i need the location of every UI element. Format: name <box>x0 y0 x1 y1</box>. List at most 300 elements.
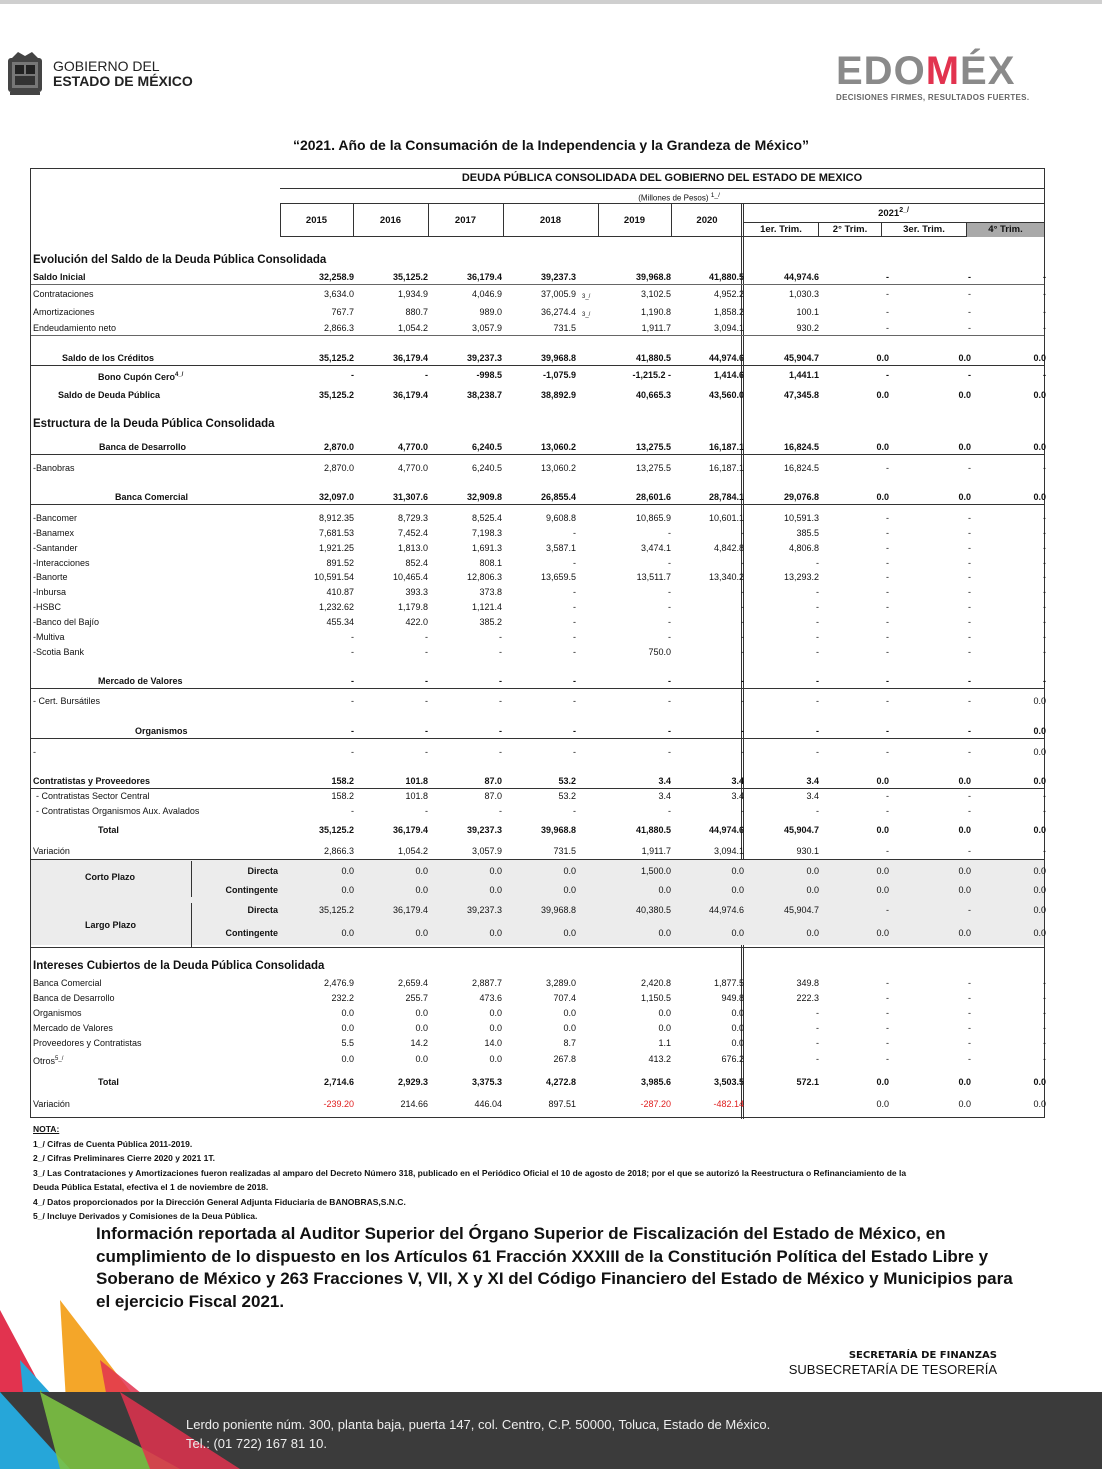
cell: 13,659.5 <box>540 572 576 582</box>
cell: 808.1 <box>479 558 502 568</box>
cell: - <box>1043 676 1046 686</box>
cell: - <box>968 323 971 333</box>
cell: - <box>968 676 971 686</box>
cell: 3,634.0 <box>323 289 354 299</box>
cell: 0.0 <box>876 353 889 363</box>
cell: 9,608.8 <box>545 513 576 523</box>
cell: 39,237.3 <box>540 272 576 282</box>
cell: - <box>668 558 671 568</box>
cell: 880.7 <box>405 307 428 317</box>
cell: 1,232.62 <box>318 602 354 612</box>
row-label: -Multiva <box>33 632 65 642</box>
table-row <box>31 306 1044 319</box>
cell: 1.1 <box>658 1038 671 1048</box>
cell: 393.3 <box>405 587 428 597</box>
cell: - <box>886 978 889 988</box>
cell: - <box>968 978 971 988</box>
cell: 41,880.5 <box>635 353 671 363</box>
cell: 0.0 <box>876 885 889 895</box>
cell: 0.0 <box>1033 885 1046 895</box>
cell: - <box>1043 543 1046 553</box>
cell: 39,237.3 <box>466 353 502 363</box>
cell: 0.0 <box>731 928 744 938</box>
cell: 1,813.0 <box>397 543 428 553</box>
cell: 0.0 <box>958 1099 971 1109</box>
table-row <box>31 369 1044 382</box>
table-subtitle: (Millones de Pesos) $^{1\_/}$ <box>638 192 720 203</box>
cell: 930.1 <box>796 846 819 856</box>
cell: 0.0 <box>876 1099 889 1109</box>
cell: 4,806.8 <box>788 543 819 553</box>
cell: - <box>573 647 576 657</box>
cell: - <box>1043 632 1046 642</box>
cell: - <box>351 370 354 380</box>
cell: 0.0 <box>415 1023 428 1033</box>
cell: - <box>968 632 971 642</box>
cell: - <box>1043 323 1046 333</box>
cell: 4,770.0 <box>397 442 428 452</box>
cell: - <box>886 323 889 333</box>
cell: 36,179.4 <box>466 272 502 282</box>
cell: 1,054.2 <box>397 846 428 856</box>
cell: 0.0 <box>958 1077 971 1087</box>
top-border <box>0 0 1102 4</box>
cell: 2,659.4 <box>397 978 428 988</box>
cell: 214.66 <box>400 1099 428 1109</box>
note-1: 1_/ Cifras de Cuenta Pública 2011-2019. <box>33 1138 193 1149</box>
cell: 4,842.8 <box>713 543 744 553</box>
signature-block <box>789 1349 997 1377</box>
row-label: -Santander <box>33 543 78 553</box>
cell: 31,307.6 <box>392 492 428 502</box>
cell: 10,465.4 <box>392 572 428 582</box>
table-row <box>31 977 1044 990</box>
cell: 0.0 <box>806 928 819 938</box>
cell: 1,911.7 <box>641 846 671 856</box>
cell: - <box>741 558 744 568</box>
cell: - <box>1043 791 1046 801</box>
cell: - <box>816 726 819 736</box>
cell: 53.2 <box>558 776 576 786</box>
cell: - <box>886 1038 889 1048</box>
cell: 0.0 <box>489 1008 502 1018</box>
cell: 2,870.0 <box>323 442 354 452</box>
cell: - <box>1043 978 1046 988</box>
cell: 39,968.8 <box>540 825 576 835</box>
term-row-corto_contingente <box>31 884 1044 897</box>
cell: - <box>886 905 889 915</box>
cell: - <box>968 272 971 282</box>
cell: 39,237.3 <box>466 905 502 915</box>
cell: - <box>1043 617 1046 627</box>
quarter-header-1: 1er. Trim. <box>760 224 802 235</box>
table-row <box>31 805 1044 818</box>
cell: 373.8 <box>479 587 502 597</box>
cell: - <box>573 587 576 597</box>
brand-tagline: DECISIONES FIRMES, RESULTADOS FUERTES. <box>836 93 1030 102</box>
cell: - <box>886 846 889 856</box>
cell: - <box>886 791 889 801</box>
cell: 0.0 <box>958 928 971 938</box>
row-label: - Contratistas Sector Central <box>36 791 150 801</box>
year-header-2019: 2019 <box>623 215 646 226</box>
cell: 0.0 <box>658 1023 671 1033</box>
cell: - <box>968 463 971 473</box>
cell: 1,858.2 <box>713 307 744 317</box>
term-row-corto_directa <box>31 865 1044 878</box>
cell: - <box>816 1008 819 1018</box>
cell: 0.0 <box>1033 776 1046 786</box>
table-row <box>31 441 1044 455</box>
row-label: -Banobras <box>33 463 75 473</box>
cell: 3.4 <box>731 791 744 801</box>
cell: 731.5 <box>553 846 576 856</box>
note-3: 3_/ Las Contrataciones y Amortizaciones fueron realizadas al amparo del Decreto Número 318, publicado en el Periódico Oficial el 10 de agosto de 2018; por el que se autorizó la Reestructura o Refinanciamiento de la <box>33 1167 907 1178</box>
cell: - <box>499 696 502 706</box>
row-label: Variación <box>33 846 70 856</box>
cell: 44,974.6 <box>708 905 744 915</box>
cell: - <box>816 747 819 757</box>
row-label: -Scotia Bank <box>33 647 85 657</box>
cell: 3,587.1 <box>545 543 576 553</box>
cell: 28,601.6 <box>635 492 671 502</box>
cell: - <box>499 747 502 757</box>
cell: -287.20 <box>640 1099 671 1109</box>
cell: 10,865.9 <box>635 513 671 523</box>
cell: 36,179.4 <box>392 825 428 835</box>
cell: - <box>741 617 744 627</box>
cell: 989.0 <box>479 307 502 317</box>
cell: 14.0 <box>484 1038 502 1048</box>
cell: - <box>886 370 889 380</box>
cell: 0.0 <box>341 1023 354 1033</box>
term-row-largo_contingente <box>31 927 1044 940</box>
cell: 0.0 <box>876 866 889 876</box>
note-ref: 3_/ <box>582 312 591 318</box>
cell: 13,511.7 <box>636 572 671 582</box>
cell: 12,806.3 <box>466 572 502 582</box>
cell: 14.2 <box>410 1038 428 1048</box>
cell: - <box>886 632 889 642</box>
table-row <box>31 527 1044 540</box>
cell: - <box>968 289 971 299</box>
row-label: -Interacciones <box>33 558 90 568</box>
footer-address: Lerdo poniente núm. 300, planta baja, puerta 147, col. Centro, C.P. 50000, Toluca, Estado de México. <box>186 1417 771 1432</box>
cell: 3,474.1 <box>640 543 671 553</box>
cell: - <box>816 602 819 612</box>
cell: 0.0 <box>341 866 354 876</box>
cell: - <box>1043 463 1046 473</box>
cell: 10,601.1 <box>708 513 744 523</box>
note-ref: 3_/ <box>582 294 591 300</box>
audit-info-statement: Información reportada al Auditor Superior del Órgano Superior de Fiscalización del Estado de México, en cumplimiento de lo dispuesto en los Artículos 61 Fracción XXXIII de la Constitución Política del Estado Libre y Soberano de México y 263 Fracciones V, VII, X y XI del Código Financiero del Estado de México y Municipios para el ejercicio Fiscal 2021. <box>96 1224 1013 1311</box>
cell: 1,691.3 <box>471 543 502 553</box>
table-row <box>31 675 1044 689</box>
table-row <box>31 631 1044 644</box>
cell: 0.0 <box>489 928 502 938</box>
secretaria: SECRETARÍA DE FINANZAS <box>848 1350 997 1361</box>
cell: 13,275.5 <box>635 442 671 452</box>
cell: - <box>351 676 354 686</box>
table-row <box>31 616 1044 629</box>
cell: 0.0 <box>563 1023 576 1033</box>
cell: - <box>968 513 971 523</box>
row-label: Organismos <box>33 1008 82 1018</box>
cell: 3,289.0 <box>545 978 576 988</box>
cell: 7,198.3 <box>471 528 502 538</box>
cell: - <box>968 726 971 736</box>
cell: - <box>1043 993 1046 1003</box>
table-row <box>31 586 1044 599</box>
table-row <box>31 695 1044 708</box>
cell: 45,904.7 <box>783 353 819 363</box>
cell: 0.0 <box>731 1008 744 1018</box>
table-row <box>31 824 1044 837</box>
cell: - <box>886 617 889 627</box>
table-row <box>31 775 1044 789</box>
cell: 29,076.8 <box>783 492 819 502</box>
cell: 3.4 <box>731 776 744 786</box>
cell: - <box>886 696 889 706</box>
cell: - <box>816 587 819 597</box>
cell: - <box>741 696 744 706</box>
cell: 32,258.9 <box>318 272 354 282</box>
cell: 222.3 <box>796 993 819 1003</box>
cell: 707.4 <box>553 993 576 1003</box>
cell: 0.0 <box>341 885 354 895</box>
cell: 45,904.7 <box>783 825 819 835</box>
cell: 0.0 <box>876 928 889 938</box>
cell: - <box>741 726 744 736</box>
brand-part-a: EDO <box>836 49 926 93</box>
cell: 0.0 <box>958 492 971 502</box>
row-label: - Contratistas Organismos Aux. Avalados <box>36 806 200 816</box>
cell: 3,985.6 <box>640 1077 671 1087</box>
cell: - <box>816 1023 819 1033</box>
table-row <box>31 725 1044 739</box>
cell: 0.0 <box>1033 353 1046 363</box>
cell: 385.2 <box>479 617 502 627</box>
cell: 0.0 <box>1033 1077 1046 1087</box>
cell: 13,060.2 <box>540 442 576 452</box>
row-label: Contrataciones <box>33 289 94 299</box>
row-label: Bono Cupón Cero$^{4\_/}$ <box>98 372 184 382</box>
corto-plazo-label: Corto Plazo <box>85 872 136 882</box>
row-label: Variación <box>33 1099 70 1109</box>
cell: - <box>968 905 971 915</box>
row-label: Mercado de Valores <box>33 1023 113 1033</box>
cell: 0.0 <box>1033 442 1046 452</box>
row-label: -Banamex <box>33 528 75 538</box>
row-label: Proveedores y Contratistas <box>33 1038 142 1048</box>
note-4: 4_/ Datos proporcionados por la Dirección General Adjunta Fiduciaria de BANOBRAS,S.N.C. <box>33 1196 406 1207</box>
cell: 750.0 <box>648 647 671 657</box>
cell: 158.2 <box>331 776 354 786</box>
table-row <box>31 491 1044 505</box>
cell: - <box>573 726 576 736</box>
cell: 0.0 <box>1033 492 1046 502</box>
cell: 32,909.8 <box>466 492 502 502</box>
cell: 455.34 <box>326 617 354 627</box>
cell: - <box>573 632 576 642</box>
cell: - <box>1043 846 1046 856</box>
cell: - <box>968 791 971 801</box>
cell: 26,855.4 <box>540 492 576 502</box>
cell: 3,102.5 <box>640 289 671 299</box>
cell: 35,125.2 <box>392 272 428 282</box>
cell: 3,094.1 <box>713 323 744 333</box>
cell: 101.8 <box>405 791 428 801</box>
table-row <box>31 322 1044 336</box>
cell: 87.0 <box>484 776 502 786</box>
cell: 0.0 <box>1033 390 1046 400</box>
year-header-2020: 2020 <box>696 215 718 226</box>
row-label: Banca Comercial <box>33 978 102 988</box>
cell: - <box>886 993 889 1003</box>
cell: 7,681.53 <box>318 528 354 538</box>
cell: 87.0 <box>484 791 502 801</box>
cell: 1,121.4 <box>471 602 502 612</box>
cell: 3,503.5 <box>713 1077 744 1087</box>
table-row <box>31 571 1044 584</box>
cell: - <box>499 726 502 736</box>
cell: - <box>1043 513 1046 523</box>
table-row <box>31 1007 1044 1020</box>
cell: 0.0 <box>876 776 889 786</box>
cell: 53.2 <box>558 791 576 801</box>
cell: 767.7 <box>331 307 354 317</box>
table-title: DEUDA PÚBLICA CONSOLIDADA DEL GOBIERNO DEL ESTADO DE MEXICO <box>280 169 1044 189</box>
cell: - <box>886 806 889 816</box>
cell: - <box>1043 1008 1046 1018</box>
row-label: -HSBC <box>33 602 62 612</box>
cell: 1,150.5 <box>640 993 671 1003</box>
cell: 39,237.3 <box>466 825 502 835</box>
cell: - <box>499 676 502 686</box>
year-header-2017: 2017 <box>454 215 477 226</box>
cell: 8,729.3 <box>397 513 428 523</box>
cell: 38,892.9 <box>540 390 576 400</box>
cell: - <box>741 632 744 642</box>
cell: 16,824.5 <box>783 463 819 473</box>
cell: 28,784.1 <box>708 492 744 502</box>
cell: - <box>573 806 576 816</box>
cell: 3.4 <box>806 791 819 801</box>
cell: 891.52 <box>326 558 354 568</box>
cell: 36,179.4 <box>392 390 428 400</box>
row-label: -Bancomer <box>33 513 78 523</box>
cell: 1,911.7 <box>641 323 671 333</box>
cell: 0.0 <box>731 885 744 895</box>
cell: 0.0 <box>658 885 671 895</box>
cell: - <box>886 1054 889 1064</box>
term-type-label: Contingente <box>225 928 278 938</box>
cell: 41,880.5 <box>635 825 671 835</box>
cell: 1,500.0 <box>640 866 671 876</box>
cell: 39,968.8 <box>540 353 576 363</box>
cell: -1,075.9 <box>542 370 576 380</box>
table-row <box>31 746 1044 759</box>
cell: 0.0 <box>1033 1099 1046 1109</box>
cell: - <box>1043 572 1046 582</box>
cell: - <box>351 696 354 706</box>
cell: 36,179.4 <box>392 905 428 915</box>
cell: - <box>886 676 889 686</box>
cell: 0.0 <box>1033 696 1046 706</box>
debt-table <box>30 168 1045 1118</box>
cell: - <box>499 806 502 816</box>
cell: 852.4 <box>405 558 428 568</box>
cell: 0.0 <box>1033 905 1046 915</box>
quarter-header-3: 3er. Trim. <box>903 224 945 235</box>
row-label: Contratistas y Proveedores <box>33 776 151 786</box>
cell: 43,560.0 <box>708 390 744 400</box>
cell: - <box>573 602 576 612</box>
row-label: Total <box>98 825 119 835</box>
cell: - <box>1043 1038 1046 1048</box>
cell: 13,275.5 <box>635 463 671 473</box>
cell: - <box>573 558 576 568</box>
cell: 0.0 <box>876 442 889 452</box>
subsecretaria: SUBSECRETARÍA DE TESORERÍA <box>788 1362 997 1377</box>
cell: - <box>741 528 744 538</box>
cell: - <box>1043 806 1046 816</box>
cell: - <box>425 726 428 736</box>
cell: 35,125.2 <box>318 390 354 400</box>
cell: 8,912.35 <box>318 513 354 523</box>
cell: - <box>968 696 971 706</box>
cell: 0.0 <box>876 492 889 502</box>
cell: 2,714.6 <box>323 1077 354 1087</box>
cell: 0.0 <box>415 928 428 938</box>
cell: - <box>1043 558 1046 568</box>
cell: 13,060.2 <box>540 463 576 473</box>
cell: - <box>425 632 428 642</box>
cell: 7,452.4 <box>397 528 428 538</box>
cell: 40,665.3 <box>635 390 671 400</box>
note-2: 2_/ Cifras Preliminares Cierre 2020 y 2021 1T. <box>33 1153 215 1163</box>
cell: - <box>968 587 971 597</box>
cell: 0.0 <box>563 866 576 876</box>
cell: 41,880.5 <box>708 272 744 282</box>
cell: 36,274.4 <box>540 307 576 317</box>
cell: 0.0 <box>958 390 971 400</box>
notes <box>33 1122 1048 1224</box>
table-row <box>31 1098 1044 1111</box>
cell: - <box>968 846 971 856</box>
cell: - <box>886 1008 889 1018</box>
largo-plazo-label: Largo Plazo <box>85 920 137 930</box>
cell: - <box>968 806 971 816</box>
cell: 0.0 <box>1033 866 1046 876</box>
cell: 930.2 <box>796 323 819 333</box>
cell: - <box>968 1038 971 1048</box>
cell: 6,240.5 <box>471 463 502 473</box>
cell: - <box>351 806 354 816</box>
cell: -482.14 <box>713 1099 744 1109</box>
cell: - <box>1043 370 1046 380</box>
cell: 35,125.2 <box>318 353 354 363</box>
cell: 0.0 <box>1033 928 1046 938</box>
row-label: Saldo Inicial <box>33 272 86 282</box>
cell: 8.7 <box>563 1038 576 1048</box>
gov-line2: ESTADO DE MÉXICO <box>53 73 193 89</box>
row-label: Banca Comercial <box>115 492 189 502</box>
state-seal-icon <box>6 52 44 96</box>
row-label: Amortizaciones <box>33 307 95 317</box>
cell: 0.0 <box>489 866 502 876</box>
cell: - <box>886 1023 889 1033</box>
